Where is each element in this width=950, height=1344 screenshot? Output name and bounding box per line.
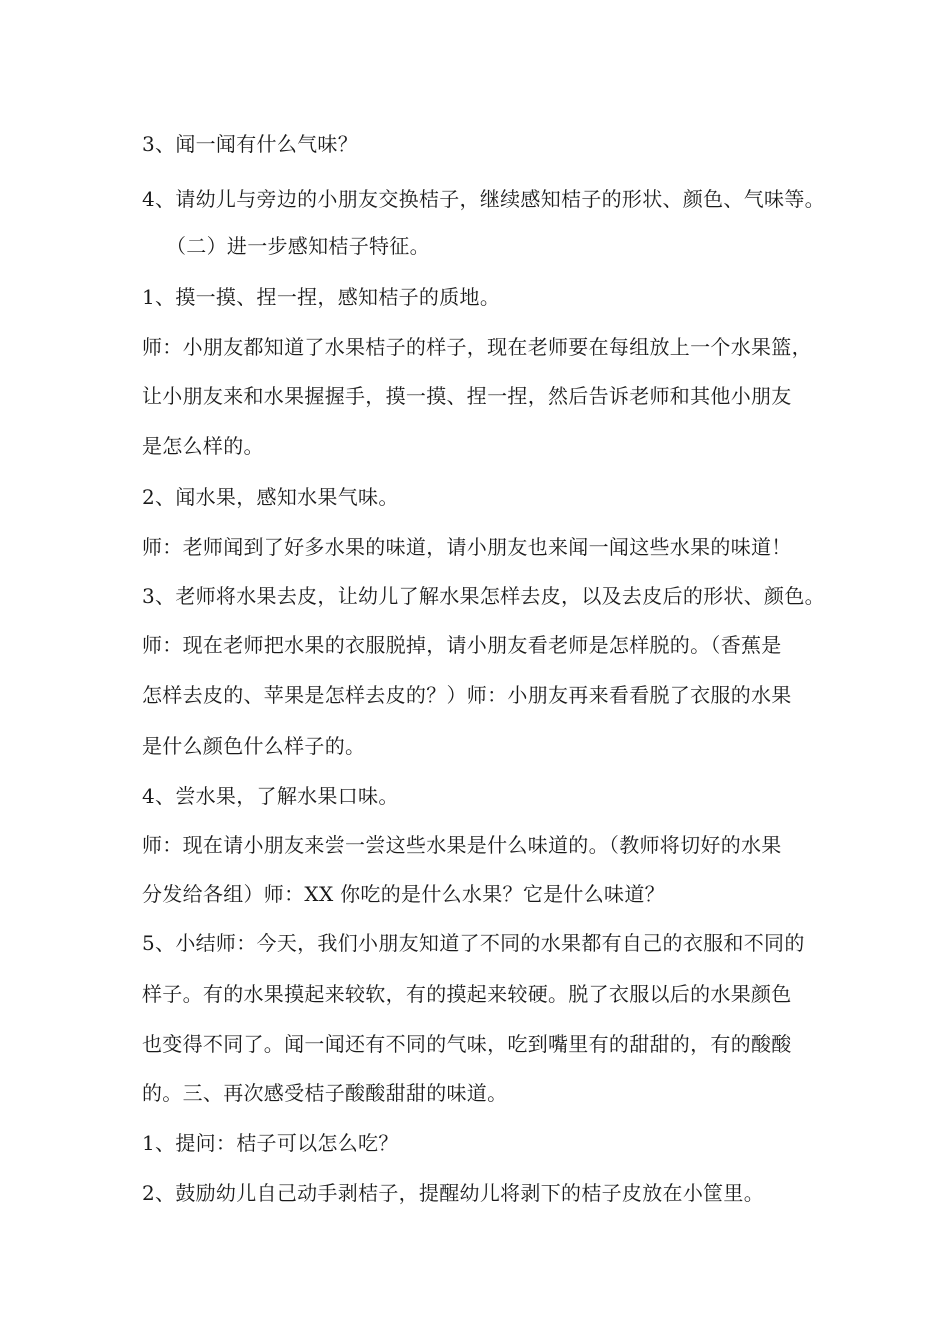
text-line: 师：老师闻到了好多水果的味道，请小朋友也来闻一闻这些水果的味道！ (142, 535, 792, 559)
text-line: 5、小结师：今天，我们小朋友知道了不同的水果都有自己的衣服和不同的 (142, 931, 805, 955)
text-line: 是什么颜色什么样子的。 (142, 734, 366, 758)
text-line: 4、尝水果，了解水果口味。 (142, 784, 399, 808)
text-line: 让小朋友来和水果握握手，摸一摸、捏一捏，然后告诉老师和其他小朋友 (142, 384, 792, 408)
text-line: 是怎么样的。 (142, 434, 264, 458)
text-line: 师：现在老师把水果的衣服脱掉，请小朋友看老师是怎样脱的。（香蕉是 (142, 633, 782, 657)
text-line: 师：小朋友都知道了水果桔子的样子，现在老师要在每组放上一个水果篮， (142, 335, 812, 359)
text-line: 2、闻水果，感知水果气味。 (142, 485, 399, 509)
text-line: 1、提问：桔子可以怎么吃？ (142, 1131, 399, 1155)
text-line: 4、请幼儿与旁边的小朋友交换桔子，继续感知桔子的形状、颜色、气味等。 (142, 187, 825, 211)
text-line: 样子。有的水果摸起来较软，有的摸起来较硬。脱了衣服以后的水果颜色 (142, 982, 792, 1006)
text-line: 3、老师将水果去皮，让幼儿了解水果怎样去皮，以及去皮后的形状、颜色。 (142, 584, 825, 608)
text-line: 分发给各组）师：XX 你吃的是什么水果？它是什么味道？ (142, 882, 665, 906)
text-line: 师：现在请小朋友来尝一尝这些水果是什么味道的。（教师将切好的水果 (142, 833, 782, 857)
text-line: 1、摸一摸、捏一捏，感知桔子的质地。 (142, 285, 501, 309)
text-line: 怎样去皮的、苹果是怎样去皮的？）师：小朋友再来看看脱了衣服的水果 (142, 683, 792, 707)
text-line: 2、鼓励幼儿自己动手剥桔子，提醒幼儿将剥下的桔子皮放在小筐里。 (142, 1181, 765, 1205)
section-heading: （二）进一步感知桔子特征。 (166, 234, 430, 258)
text-line: 的。三、再次感受桔子酸酸甜甜的味道。 (142, 1081, 508, 1105)
text-line: 3、闻一闻有什么气味？ (142, 132, 359, 156)
text-line: 也变得不同了。闻一闻还有不同的气味，吃到嘴里有的甜甜的，有的酸酸 (142, 1032, 792, 1056)
